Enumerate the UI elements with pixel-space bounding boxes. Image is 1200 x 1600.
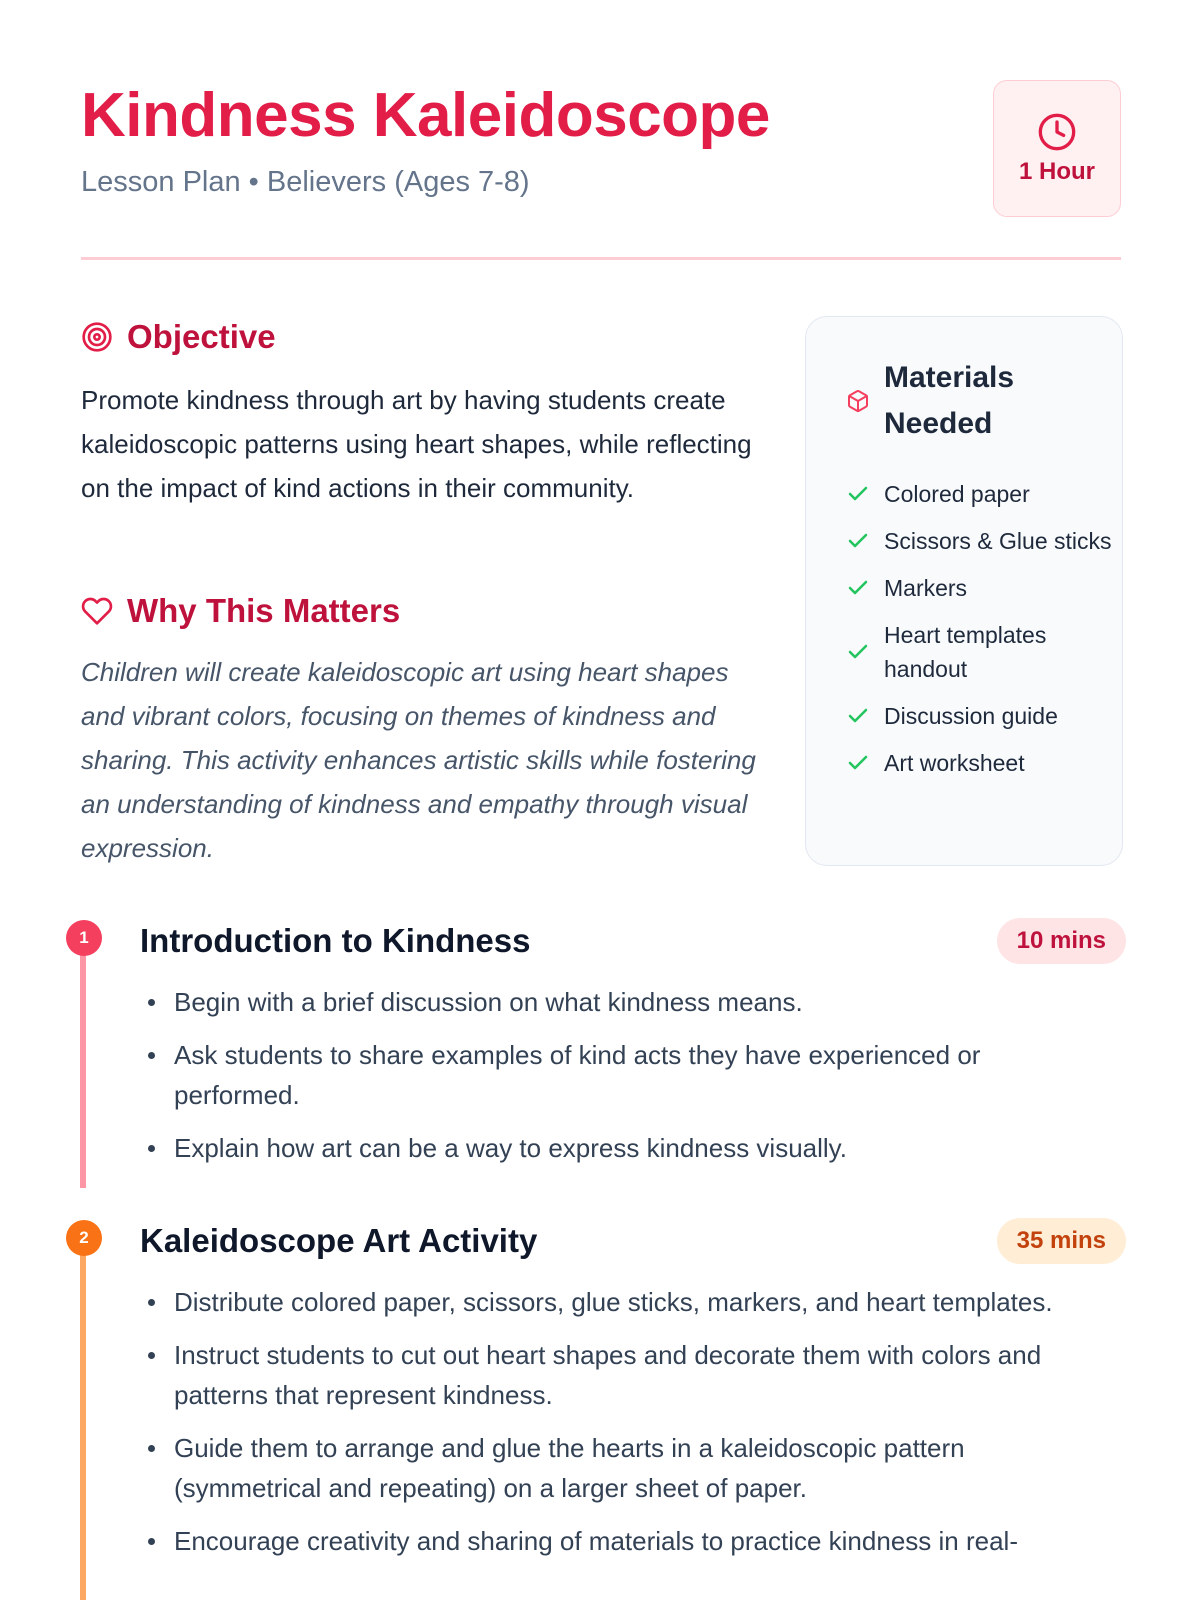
list-item: Ask students to share examples of kind acts they have experienced or performed. — [174, 1035, 1094, 1115]
materials-card — [805, 316, 1123, 866]
list-item: Guide them to arrange and glue the hearts in a kaleidoscopic pattern (symmetrical and repeating) on a larger sheet of paper. — [174, 1428, 1094, 1508]
list-item: Explain how art can be a way to express kindness visually. — [174, 1128, 1094, 1168]
materials-list — [846, 477, 1116, 793]
header — [81, 80, 1121, 260]
duration-badge: 10 mins — [997, 918, 1126, 964]
materials-heading — [846, 355, 1106, 447]
material-label: Scissors & Glue sticks — [884, 528, 1112, 554]
check-icon — [846, 751, 870, 775]
list-item — [846, 477, 1116, 511]
step-title: Kaleidoscope Art Activity — [140, 1222, 538, 1259]
step-art-activity — [66, 1220, 1126, 1600]
material-label: Heart templates handout — [884, 622, 1047, 682]
materials-title: Materials Needed — [884, 361, 1015, 440]
list-item — [846, 618, 1116, 686]
heart-icon — [81, 595, 113, 627]
step-title: Introduction to Kindness — [140, 922, 531, 959]
clock-icon — [1037, 112, 1077, 152]
list-item: Instruct students to cut out heart shapes and decorate them with colors and patterns that represent kindness. — [174, 1335, 1094, 1415]
header-divider — [81, 257, 1121, 260]
step-list — [174, 982, 1094, 1181]
step-list — [174, 1282, 1094, 1574]
material-label: Markers — [884, 575, 968, 601]
page-title: Kindness Kaleidoscope — [81, 81, 770, 150]
list-item: Distribute colored paper, scissors, glue sticks, markers, and heart templates. — [174, 1282, 1094, 1322]
objective-heading — [81, 318, 276, 356]
check-icon — [846, 529, 870, 553]
list-item: Begin with a brief discussion on what kindness means. — [174, 982, 1094, 1022]
list-item — [846, 699, 1116, 733]
material-label: Discussion guide — [884, 703, 1058, 729]
list-item: Encourage creativity and sharing of materials to practice kindness in real- — [174, 1521, 1094, 1561]
list-item — [846, 746, 1116, 780]
objective-title: Objective — [127, 318, 276, 355]
list-item — [846, 524, 1116, 558]
material-label: Art worksheet — [884, 750, 1025, 776]
timeline-line — [80, 1240, 86, 1600]
check-icon — [846, 640, 870, 664]
duration-badge: 35 mins — [997, 1218, 1126, 1264]
box-icon — [846, 389, 870, 413]
timeline-line — [80, 940, 86, 1188]
step-number: 2 — [66, 1220, 102, 1256]
check-icon — [846, 576, 870, 600]
target-icon — [81, 321, 113, 353]
why-title: Why This Matters — [127, 592, 401, 629]
list-item — [846, 571, 1116, 605]
page-subtitle: Lesson Plan • Believers (Ages 7-8) — [81, 166, 530, 198]
material-label: Colored paper — [884, 481, 1030, 507]
step-introduction — [66, 920, 1126, 1163]
check-icon — [846, 482, 870, 506]
duration-card — [993, 80, 1121, 217]
check-icon — [846, 704, 870, 728]
objective-text: Promote kindness through art by having students create kaleidoscopic patterns using heart shapes, while reflecting on the impact of kind actions in their community. — [81, 385, 752, 503]
duration-label: 1 Hour — [1018, 157, 1095, 185]
step-number: 1 — [66, 920, 102, 956]
why-text: Children will create kaleidoscopic art using heart shapes and vibrant colors, focusing on themes of kindness and sharing. This activity enhances artistic skills while fostering an understanding of kindness and empathy through visual expression. — [81, 657, 756, 863]
why-heading — [81, 592, 400, 630]
